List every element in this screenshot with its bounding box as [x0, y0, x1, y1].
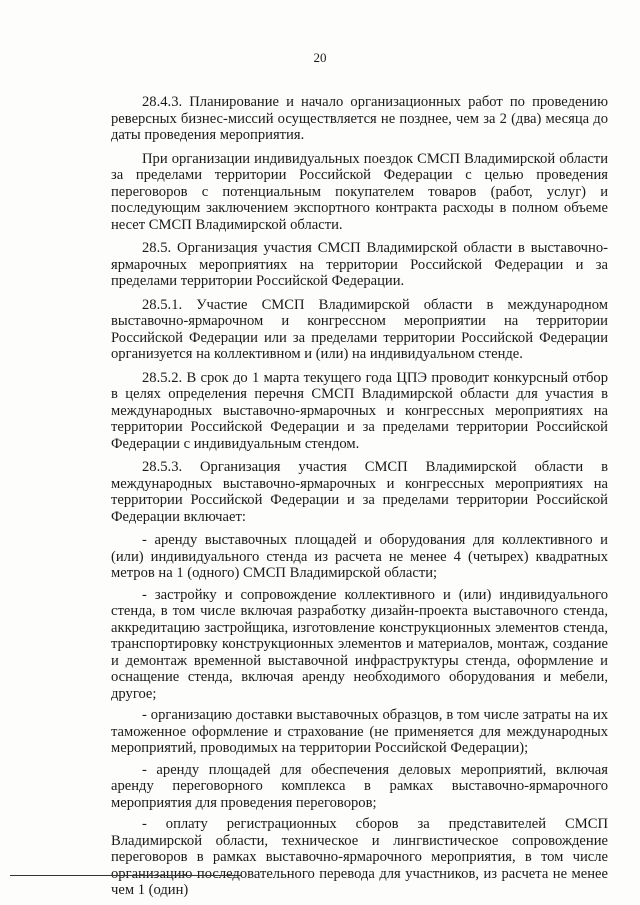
footnote-divider	[10, 875, 242, 876]
paragraph-28-5: 28.5. Организация участия СМСП Владимирской области в выставочно-ярмарочных мероприятиях на территории Российской Федерации и за пределами территории Российской Федерации.	[111, 240, 608, 289]
list-item-exhibit-delivery: - организацию доставки выставочных образцов, в том числе затраты на их таможенное оформление и страхование (не применяется для международных мероприятий, проводимых на территории Российской Федерации);	[111, 707, 608, 756]
list-item-business-space: - аренду площадей для обеспечения деловых мероприятий, включая аренду переговорного комплекса в рамках выставочно-ярмарочного мероприятия для проведения переговоров;	[111, 761, 608, 811]
paragraph-28-5-2: 28.5.2. В срок до 1 марта текущего года ЦПЭ проводит конкурсный отбор в целях определения перечня СМСП Владимирской области для участия в международных выставочно-ярмарочных и конгрессных мероприятиях на территории Российской Федерации и за пределами территории Российской Федерации с индивидуальным стендом.	[111, 369, 608, 452]
paragraph-individual-trips: При организации индивидуальных поездок СМСП Владимирской области за пределами территории Российской Федерации с целью проведения переговоров с потенциальным покупателем товаров (работ, услуг) и последующим заключением экспортного контракта расходы в полном объеме несет СМСП Владимирской области.	[111, 150, 608, 233]
paragraph-28-5-3: 28.5.3. Организация участия СМСП Владимирской области в международных выставочно-ярмарочных и конгрессных мероприятиях на территории Российской Федерации и за пределами территории Российской Федерации включает:	[111, 459, 608, 525]
document-body	[111, 94, 608, 904]
page-number: 20	[313, 50, 327, 65]
list-item-stand-construction: - застройку и сопровождение коллективного и (или) индивидуального стенда, в том числе включая разработку дизайн-проекта выставочного стенда, аккредитацию застройщика, изготовление конструкционных элементов стенда, транспортировку конструкционных элементов и материалов, монтаж, создание и демонтаж временной выставочной инфраструктуры стенда, оформление и оснащение стенда, включая аренду необходимого оборудования и мебели, другое;	[111, 586, 608, 702]
paragraph-28-4-3: 28.4.3. Планирование и начало организационных работ по проведению реверсных бизнес-миссий осуществляется не позднее, чем за 2 (два) месяца до даты проведения мероприятия.	[111, 94, 608, 143]
list-item-exhibition-space: - аренду выставочных площадей и оборудования для коллективного и (или) индивидуального стенда из расчета не менее 4 (четырех) квадратных метров на 1 (одного) СМСП Владимирской области;	[111, 532, 608, 581]
list-item-registration-fees: - оплату регистрационных сборов за представителей СМСП Владимирской области, техническое и лингвистическое сопровождение переговоров в рамках выставочно-ярмарочного мероприятия, в том числе организацию последовательного перевода для участников, из расчета не менее чем 1 (один)	[111, 816, 608, 898]
paragraph-28-5-1: 28.5.1. Участие СМСП Владимирской области в международном выставочно-ярмарочном и конгрессном мероприятии на территории Российской Федерации или за пределами территории Российской Федерации организуется на коллективном и (или) на индивидуальном стенде.	[111, 296, 608, 362]
